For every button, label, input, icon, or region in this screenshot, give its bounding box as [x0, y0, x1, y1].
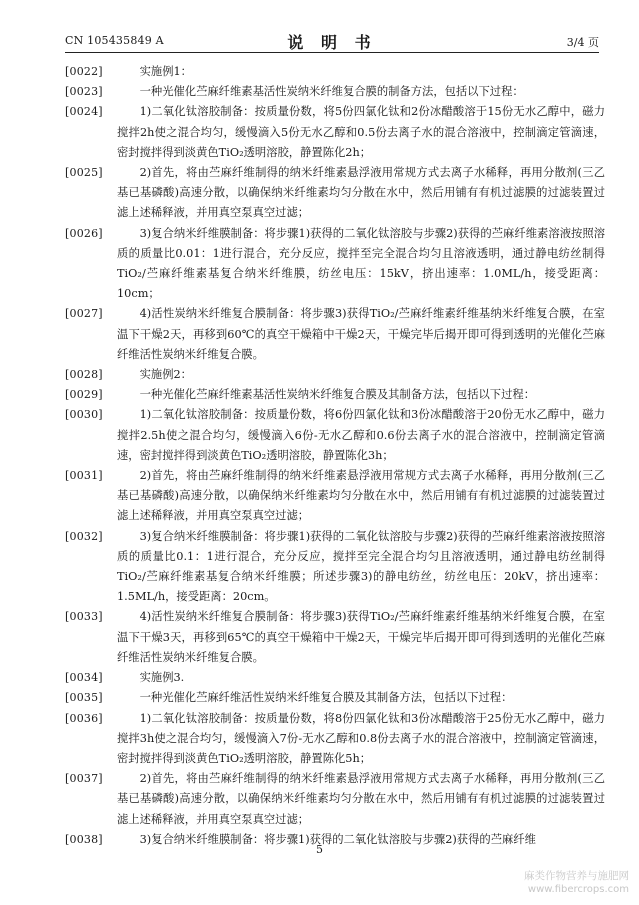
publication-number: CN 105435849 A: [65, 34, 164, 47]
paragraph-number: [0038]: [65, 832, 103, 846]
paragraph: [65, 709, 605, 770]
paragraph-text: 一种光催化苎麻纤维活性炭纳米纤维复合膜及其制备方法，包括以下过程：: [139, 691, 513, 705]
paragraph-text: 实施例2：: [139, 368, 192, 382]
paragraph-text: 一种光催化苎麻纤维素基活性炭纳米纤维复合膜的制备方法，包括以下过程：: [139, 85, 524, 99]
document-header: [65, 30, 599, 53]
paragraph: [65, 466, 605, 527]
paragraph-number: [0028]: [65, 368, 103, 382]
paragraph: [65, 163, 605, 224]
page-fraction: 3/4 页: [566, 36, 599, 49]
paragraph: [65, 62, 605, 82]
paragraph: [65, 82, 605, 102]
paragraph: [65, 365, 605, 385]
paragraph: [65, 527, 605, 608]
document-body: [65, 62, 605, 850]
paragraph-number: [0029]: [65, 388, 103, 402]
paragraph-number: [0031]: [65, 469, 103, 483]
paragraph-number: [0036]: [65, 711, 103, 725]
paragraph: [65, 668, 605, 688]
paragraph-text: 实施例1：: [139, 65, 192, 78]
paragraph-text: 1)二氧化钛溶胶制备：按质量份数，将8份四氯化钛和3份冰醋酸溶于25份无水乙醇中，磁力搅拌3h使之混合均匀，缓慢滴入7份-无水乙醇和0.8份去离子水的混合溶液中，控制滴定管滴速，密封搅拌得到淡黄色TiO₂透明溶胶，静置陈化5h；: [117, 711, 605, 765]
paragraph-number: [0032]: [65, 529, 103, 543]
paragraph-text: 一种光催化苎麻纤维素基活性炭纳米纤维复合膜及其制备方法，包括以下过程：: [139, 388, 535, 402]
paragraph: [65, 769, 605, 830]
paragraph: [65, 102, 605, 163]
paragraph-text: 2)首先，将由苎麻纤维制得的纳米纤维素悬浮液用常规方式去离子水稀释，再用分散剂(三乙基已基磷酸)高速分散，以确保纳米纤维素均匀分散在水中，然后用铺有有机过滤膜的过滤装置过滤上述稀释液，并用真空泵真空过滤；: [117, 469, 605, 523]
paragraph-number: [0025]: [65, 166, 103, 180]
paragraph-text: 3)复合纳米纤维膜制备：将步骤1)获得的二氧化钛溶胶与步骤2)获得的苎麻纤维素溶液按照溶质的质量比0.01：1进行混合，充分反应，搅拌至完全混合均匀且溶液透明，通过静电纺丝制得TiO₂/苎麻纤维素基复合纳米纤维膜，纺丝电压：15kV，挤出速率：1.0ML/h，接受距离：10cm；: [117, 226, 605, 301]
paragraph-text: 3)复合纳米纤维膜制备：将步骤1)获得的二氧化钛溶胶与步骤2)获得的苎麻纤维: [139, 832, 536, 846]
paragraph-number: [0023]: [65, 85, 103, 99]
watermark-url[interactable]: www.fibercrops.com: [527, 884, 629, 895]
paragraph: [65, 607, 605, 668]
paragraph-text: 2)首先，将由苎麻纤维制得的纳米纤维素悬浮液用常规方式去离子水稀释，再用分散剂(三乙基已基磷酸)高速分散，以确保纳米纤维素均匀分散在水中，然后用铺有有机过滤膜的过滤装置过滤上述稀释液，并用真空泵真空过滤；: [117, 772, 605, 826]
paragraph: [65, 688, 605, 708]
paragraph-text: 1)二氧化钛溶胶制备：按质量份数，将6份四氯化钛和3份冰醋酸溶于20份无水乙醇中，磁力搅拌2.5h使之混合均匀，缓慢滴入6份-无水乙醇和0.6份去离子水的混合溶液中，控制滴定管滴速，密封搅拌得到淡黄色TiO₂透明溶胶，静置陈化3h；: [117, 408, 605, 462]
paragraph-text: 4)活性炭纳米纤维复合膜制备：将步骤3)获得TiO₂/苎麻纤维素纤维基纳米纤维复合膜，在室温下干燥2天，再移到60℃的真空干燥箱中干燥2天，干燥完毕后揭开即可得到透明的光催化苎麻纤维活性炭纳米纤维复合膜。: [117, 307, 605, 361]
paragraph-number: [0024]: [65, 105, 103, 119]
paragraph-number: [0022]: [65, 65, 103, 78]
paragraph: [65, 304, 605, 365]
paragraph-number: [0037]: [65, 772, 103, 786]
paragraph-number: [0033]: [65, 610, 103, 624]
paragraph-text: 4)活性炭纳米纤维复合膜制备：将步骤3)获得TiO₂/苎麻纤维素纤维基纳米纤维复合膜，在室温下干燥3天，再移到65℃的真空干燥箱中干燥2天，干燥完毕后揭开即可得到透明的光催化苎麻纤维活性炭纳米纤维复合膜。: [117, 610, 605, 664]
paragraph-number: [0026]: [65, 226, 103, 240]
paragraph: [65, 385, 605, 405]
paragraph-number: [0027]: [65, 307, 103, 321]
document-title: 说 明 书: [287, 33, 377, 52]
page-number: 5: [316, 843, 323, 856]
watermark-site-name: 麻类作物营养与施肥网: [524, 870, 629, 882]
paragraph: [65, 405, 605, 466]
paragraph-number: [0030]: [65, 408, 103, 422]
paragraph-number: [0034]: [65, 671, 103, 685]
paragraph: [65, 224, 605, 305]
paragraph-text: 1)二氧化钛溶胶制备：按质量份数，将5份四氯化钛和2份冰醋酸溶于15份无水乙醇中，磁力搅拌2h使之混合均匀，缓慢滴入5份无水乙醇和0.5份去离子水的混合溶液中，控制滴定管滴速，密封搅拌得到淡黄色TiO₂透明溶胶，静置陈化2h；: [117, 105, 605, 159]
paragraph-text: 2)首先，将由苎麻纤维制得的纳米纤维素悬浮液用常规方式去离子水稀释，再用分散剂(三乙基已基磷酸)高速分散，以确保纳米纤维素均匀分散在水中，然后用铺有有机过滤膜的过滤装置过滤上述稀释液，并用真空泵真空过滤；: [117, 166, 605, 220]
paragraph-text: 3)复合纳米纤维膜制备：将步骤1)获得的二氧化钛溶胶与步骤2)获得的苎麻纤维素溶液按照溶质的质量比0.1：1进行混合，充分反应，搅拌至完全混合均匀且溶液透明，通过静电纺丝制得TiO₂/苎麻纤维素基复合纳米纤维膜；所述步骤3)的静电纺丝，纺丝电压：20kV，挤出速率：1.5ML/h，接受距离：20cm。: [117, 529, 605, 604]
paragraph-text: 实施例3.: [139, 671, 185, 685]
site-watermark: [524, 870, 629, 896]
paragraph-number: [0035]: [65, 691, 103, 705]
